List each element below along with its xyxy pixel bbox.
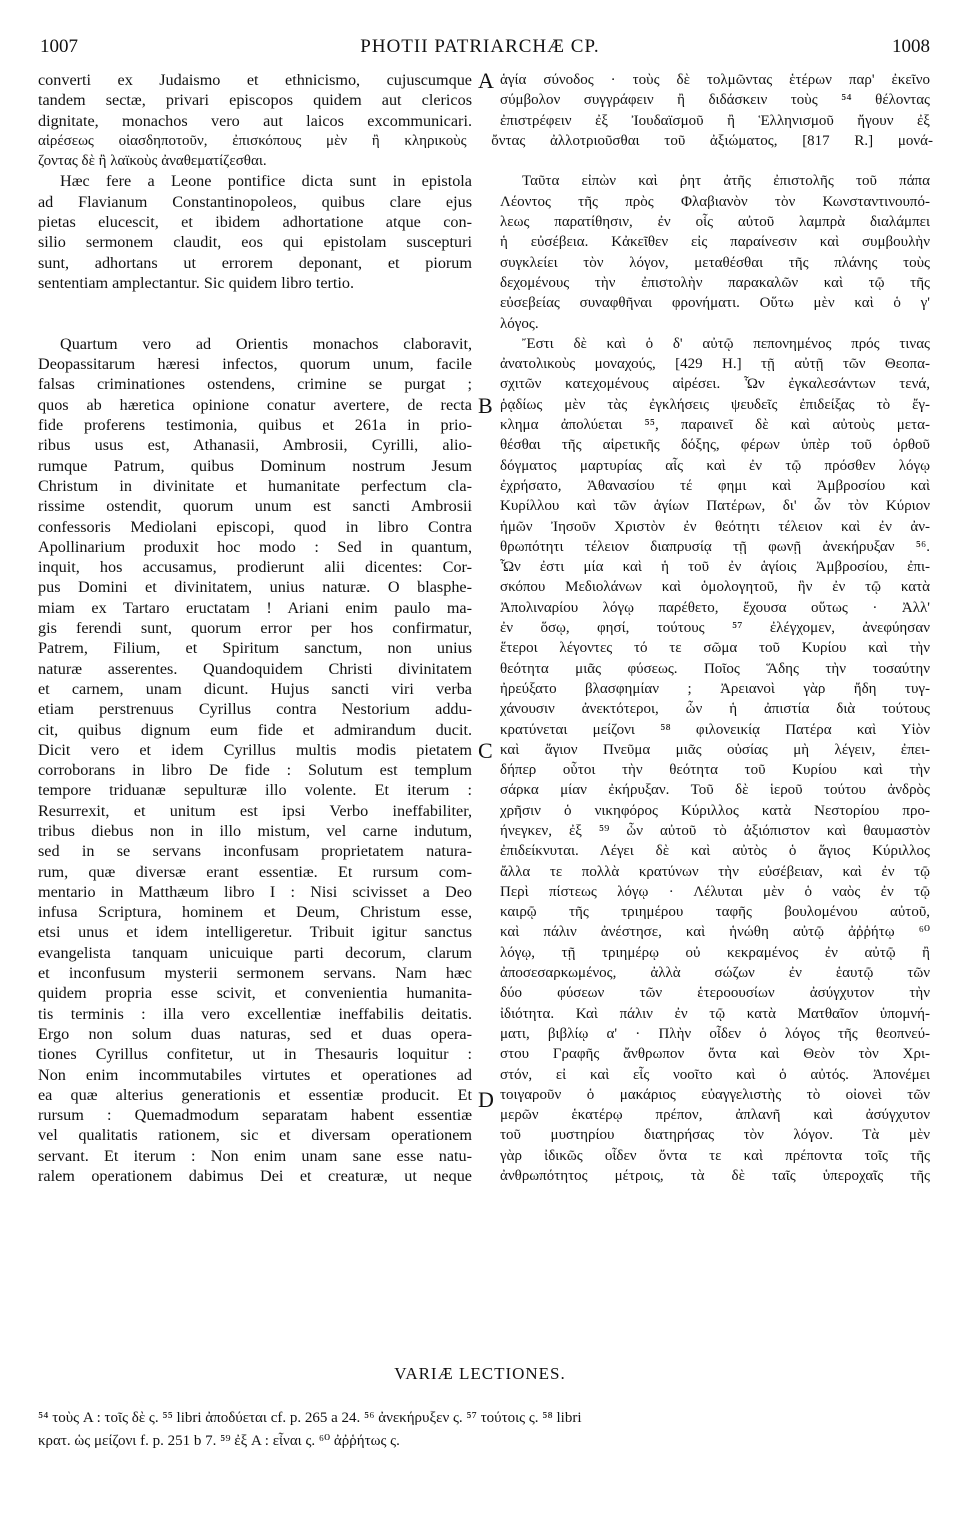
latin-line: ea quæ alterius generationis et essentiæ producit. Et xyxy=(38,1085,472,1104)
greek-line: ἡ εὐσέβεια. Κἀκεῖθεν εἰς παραίνεσιν καὶ συμβουλὴν xyxy=(500,234,930,251)
greek-line: θρωπότητι τέλειον διαπρυσίᾳ τῇ φωνῇ ἀνεκήρυξαν ⁵⁶. xyxy=(500,538,930,555)
greek-line: σάρκα μίαν ἐκήρυξαν. Τοῦ δὲ ἱεροῦ τούτου ἀνδρὸς xyxy=(500,782,930,799)
greek-line: ἀποσεσαρκωμένος, ἀλλὰ σώζων ἐν ἑαυτῷ τῶν xyxy=(500,965,930,982)
greek-line: ἀνθρωπότητος μέτροις, τὰ δὲ ταῖς ὑπεροχαῖς τῆς xyxy=(500,1168,930,1185)
greek-line: λόγῳ, τῇ τριημέρῳ οὐ κεκραμένος ἐν αὐτῷ ἢ xyxy=(500,944,930,961)
latin-line: rursum : Quemadmodum separatam habent essentiæ xyxy=(38,1106,472,1125)
latin-line: Apollinarium produxit hoc modo : Sed in quantum, xyxy=(38,537,472,556)
greek-line: Ἀπολιναρίου λόγῳ παρέθετο, ἔχουσα οὕτως · Ἀλλ' xyxy=(500,599,930,616)
latin-line: tribus diebus non in illo mistum, vel carne indutum, xyxy=(38,821,472,840)
greek-line: ἐν ὅσῳ, φησί, τούτους ⁵⁷ ἐλέγχομεν, ἀνεφύησαν xyxy=(500,620,930,637)
latin-line: ralem operationem dabimus Dei et creaturæ, ut neque xyxy=(38,1167,472,1186)
greek-line: ματι, βιβλίῳ α' · Πλὴν οἶδεν ὁ λόγος τῆς θεοπνεύ- xyxy=(500,1025,930,1042)
greek-line: δεχομένους τὴν ἐπιστολὴν παρακαλῶν καὶ τῷ τῆς xyxy=(500,274,930,291)
latin-line: etsi unus et idem intelligeretur. Tribuit igitur sanctus xyxy=(38,923,472,942)
greek-line: Κυρίλλου καὶ τῶν ἁγίων Πατέρων, δι' ὧν τὸν Κύριον xyxy=(500,498,930,515)
greek-line: ῥᾳδίως μὲν τὰς ἐγκλήσεις ψευδεῖς ἐπιδείξας τὸ ἔγ- xyxy=(500,396,930,413)
greek-line: ἡμῶν Ἰησοῦν Χριστὸν ἐν θεότητι τέλειον καὶ ἐν ἀν- xyxy=(500,518,930,535)
latin-line: quos ab hæretica opinione conatur avertere, de recta xyxy=(38,395,472,414)
greek-line: δόγματος μαρτυρίας αἷς καὶ ἐν τῷ πρόσθεν λόγῳ xyxy=(500,457,930,474)
latin-line: gis ferendi sunt, quorum error per hos confirmatur, xyxy=(38,619,472,638)
latin-main-text xyxy=(38,171,472,1186)
margin-marker-c: C xyxy=(478,738,493,763)
latin-line: rumque Patrum, quibus Dominum nostrum Jesum xyxy=(38,456,472,475)
greek-line: ἄλλα τε πολλὰ κρατύνων τὴν εὐσέβειαν, καὶ ἐν τῷ xyxy=(500,863,930,880)
latin-line: Resurrexit, et unitum est ipsi Verbo ineffabiliter, xyxy=(38,801,472,820)
greek-line: ήνεγκεν, ἐξ ⁵⁹ ὧν αὐτοῦ τὸ ἀξιόπιστον καὶ θαυμαστὸν xyxy=(500,822,930,839)
latin-line: cit, quibus dignum eum fide et admirandum ducit. xyxy=(38,720,472,739)
latin-line: inquit, hos accusamus, prodierunt alii dicentes: Cor- xyxy=(38,558,472,577)
latin-line: confessoris Mediolani episcopi, quod in libro Contra xyxy=(38,517,472,536)
spanning-greek-line: αἱρέσεως οἱασδηποτοῦν, ἐπισκόπους μὲν ἢ κληρικοὺς ὄντας ἀλλοτριοῦσθαι τοῦ ἀξιώματος, [817 R.] μονά- xyxy=(38,132,933,149)
latin-line: ribus usus est, Athanasii, Ambrosii, Cyrilli, alio- xyxy=(38,436,472,455)
margin-marker-d: D xyxy=(478,1087,494,1112)
greek-line: ἰδιότητα. Καὶ πάλιν ἐν τῷ κατὰ Ματθαῖον ὑπομνή- xyxy=(500,1005,930,1022)
greek-line: σύμβολον συγγράφειν ἢ διδάσκειν τοὺς ⁵⁴ θέλοντας xyxy=(500,92,930,109)
latin-line: sententiam amplectantur. Sic quidem libro tertio. xyxy=(38,273,355,292)
greek-line: θέσθαι τῆς αἱρετικῆς δόξης, φέρων ὑπὲρ τοῦ ὀρθοῦ xyxy=(500,437,930,454)
latin-line: ad Flavianum Constantinopoleos, quibus clare ejus xyxy=(38,192,472,211)
latin-line: et carnem, unam dicunt. Hujus sancti viri verba xyxy=(38,679,472,698)
latin-line: converti ex Judaismo et ethnicismo, cujuscumque xyxy=(38,71,472,89)
latin-line: Ergo non solum duas naturas, sed et duas opera- xyxy=(38,1024,472,1043)
greek-line: γὰρ ἰδικῶς οἶδεν ὄντα τε καὶ πρέποντα τοῖς τῆς xyxy=(500,1147,930,1164)
greek-line: μερῶν ἑκατέρῳ πρέπον, ἀπλανῆ καὶ ἀσύγχυτον xyxy=(500,1107,930,1124)
greek-line: τοιγαροῦν ὁ μακάριος εὐαγγελιστὴς τὸ οἰονεὶ τῶν xyxy=(500,1086,930,1103)
latin-line: evangelista tanquam unicuique parti decorum, clarum xyxy=(38,943,472,962)
latin-line: fide proferens testimonia, quibus et 261a in prio- xyxy=(38,416,472,435)
greek-line: συγκλείει τὸν λόγον, μεταθέσθαι τῆς πλάνης τοὺς xyxy=(500,254,930,271)
greek-line: χρῆσιν ὁ νικηφόρος Κύριλλος κατὰ Νεστορίου προ- xyxy=(500,802,930,819)
greek-line: σχιτῶν κατεχομένους αἱρέσει. Ὧν ἐγκαλεσάντων τενά, xyxy=(500,376,930,393)
greek-line: στόν, εἰ καὶ εἷς νοοῖτο καὶ ὁ αὐτός. Ἀπονέμει xyxy=(500,1066,930,1083)
greek-line: κρατύνεται μείζονι ⁵⁸ φιλονεικίᾳ Πατέρα καὶ Υἱὸν xyxy=(500,721,930,738)
latin-line: infusa Scriptura, hominem et Deum, Christum esse, xyxy=(38,903,472,922)
greek-line: ἐπιδείκνυται. Λέγει δὲ καὶ αὐτὸς ὁ ἅγιος Κύριλλος xyxy=(500,843,930,860)
greek-line: Ἔστι δὲ καὶ ὁ δ' αὐτῷ πεπονημένος πρός τινας xyxy=(522,335,930,352)
page-header xyxy=(0,36,960,60)
greek-line: Ταῦτα εἰπὼν καὶ ῥητ ἀτῆς ἐπιστολῆς τοῦ πάπα xyxy=(522,173,930,190)
latin-line: tempore triduanæ sepulturæ illo volente. Et iterum : xyxy=(38,781,472,800)
greek-line: δήπερ οὗτοι τὴν θεότητα τοῦ Κυρίου καὶ τὴν xyxy=(500,762,930,779)
variae-lectiones-title: VARIÆ LECTIONES. xyxy=(394,1364,566,1383)
latin-line: falsas criminationes ostendens, crimine se purgat ; xyxy=(38,375,472,394)
greek-line: Λέοντος τῆς πρὸς Φλαβιανὸν τὸν Κωνσταντινουπό- xyxy=(500,193,930,210)
greek-line: Ὧν ἐστι μία καὶ ἡ τοῦ ἐν ἁγίοις Ἀμβροσίου, ἐπι- xyxy=(500,559,930,576)
greek-line: ἕτεροι λέγοντες τό τε σῶμα τοῦ Κυρίου καὶ τὴν xyxy=(500,640,930,657)
running-title: PHOTII PATRIARCHÆ CP. xyxy=(360,36,600,57)
latin-line: et inconfusum mysterii sermonem servans. Nam hæc xyxy=(38,964,472,983)
greek-line: σκόπου Μεδιολάνων καὶ ὁμολογητοῦ, ἣν ἐν τῷ κατὰ xyxy=(500,579,930,596)
greek-line: τοῦ μυστηρίου διατηρήσας τὸν λόγον. Τὰ μὲν xyxy=(500,1127,930,1144)
latin-line: rum, quæ diversæ erant essentiæ. Et rursum com- xyxy=(38,862,472,881)
latin-line: Dicit vero et idem Cyrillus multis modis pietatem xyxy=(38,740,472,759)
greek-line: χάνουσιν ἀνεκτότεροι, ὧν ἡ ἀπιστία διὰ τούτους xyxy=(500,701,930,718)
greek-line: ἠρεύξατο βλασφημίαν ; Ἀρειανοὶ γὰρ ἤδη τυγ- xyxy=(500,680,930,697)
latin-line: naturæ asserentes. Quandoquidem Christi divinitatem xyxy=(38,659,472,678)
page-number-right: 1008 xyxy=(892,36,930,57)
latin-line: pus Domini et divinitatem, unius naturæ. O blasphe- xyxy=(38,578,472,597)
greek-line: ζοντας δὲ ἢ λαϊκοὺς ἀναθεματίζεσθαι. xyxy=(38,153,267,170)
latin-line: Hæc fere a Leone pontifice dicta sunt in epistola xyxy=(60,172,472,191)
greek-line: ἐπιστρέφειν ἐξ Ἰουδαϊσμοῦ ἢ Ἑλληνισμοῦ ἤγουν ἐξ xyxy=(500,112,930,129)
latin-line: Quartum vero ad Orientis monachos claboravit, xyxy=(60,334,472,353)
greek-main-text xyxy=(500,171,930,1186)
latin-line: pietas elucescit, et ibidem adhortatione atque con- xyxy=(38,213,472,232)
latin-line: Patrem, Filium, et Spiritum sanctum, non unius xyxy=(38,639,472,658)
latin-line: tiones Cyrillus confitetur, ut in Thesauris loquitur : xyxy=(38,1045,472,1064)
greek-line: ἀνατολικοὺς μοναχούς, [429 H.] τῇ αὐτῇ τῶν Θεοπα- xyxy=(500,356,930,373)
latin-line: Christum in divinitate et humanitate perfectum cla- xyxy=(38,476,472,495)
greek-line: δύο φύσεων τῶν ἑτεροουσίων ἀσύγχυτον τὴν xyxy=(500,985,930,1002)
greek-line: καὶ πάλιν ἀνέστησε, καὶ ἡνώθη αὐτῷ ἀῤῥήτῳ ⁶⁰ xyxy=(500,924,930,941)
margin-marker-a: A xyxy=(478,68,494,93)
greek-line: καὶ ἅγιον Πνεῦμα μιᾶς οὐσίας μὴ λέγειν, ἐπει- xyxy=(500,741,930,758)
greek-line: Περὶ πίστεως λόγῳ · Λέλυται μὲν ὁ ναὸς ἐν τῷ xyxy=(500,883,930,900)
latin-line: quidem propria esse scivit, et convenientia humanita- xyxy=(38,984,472,1003)
greek-line: ἁγία σύνοδος · τοὺς δὲ τολμῶντας ἑτέρων παρ' ἐκεῖνο xyxy=(500,72,930,88)
greek-line: στου Γραφῆς ἄνθρωπον ὄντα καὶ Θεὸν τὸν Χρι- xyxy=(500,1046,930,1063)
latin-line: etiam perstrenuus Cyrillus contra Nestorium addu- xyxy=(38,700,472,719)
variae-line: ⁵⁴ τοὺς A : τοῖς δὲ ς. ⁵⁵ libri ἀποδύεται cf. p. 265 a 24. ⁵⁶ ἀνεκήρυξεν ς. ⁵⁷ τούτοις ς. ⁵⁸ libri xyxy=(38,1410,582,1426)
latin-line: silio sermonem claudit, eos qui epistolam suscepturi xyxy=(38,233,472,252)
latin-line: servant. Et iterum : Non enim unam sane esse natu- xyxy=(38,1146,472,1165)
latin-line: Non enim incommutabiles virtutes et operationes ad xyxy=(38,1065,472,1084)
margin-marker-b: B xyxy=(478,393,493,418)
latin-line: sed in se servans inconfusam proprietatem natura- xyxy=(38,842,472,861)
greek-line: λεως παρατίθησιν, ἐν οἷς αὐτοῦ λαμπρὰ διαλάμπει xyxy=(500,214,930,231)
latin-line: miam ex Tartaro eructatam ! Ariani enim paulo ma- xyxy=(38,598,472,617)
latin-line: Deopassitarum hæresi infectos, quorum unum, facile xyxy=(38,355,472,374)
greek-line: κλημα ἀπολύεται ⁵⁵, παραινεῖ δὲ καὶ αὐτοὺς μετα- xyxy=(500,417,930,434)
latin-line: dignitate, monachos vero aut laicos excommunicari. xyxy=(38,111,472,130)
latin-line: sunt, adhortans ut errorem deponant, et piorum xyxy=(38,253,472,272)
page-number-left: 1007 xyxy=(40,36,78,57)
greek-line: καιρῷ τῆς τριημέρου ταφῆς βουλομένου αὐτοῦ, xyxy=(500,904,930,921)
greek-line: λόγος. xyxy=(500,315,539,332)
latin-line: vel qualitatis rationem, sic et diversam operationem xyxy=(38,1126,472,1145)
latin-line: rissime ostendit, quorum unum est sancti Ambrosii xyxy=(38,497,472,516)
greek-line: εὐσεβείας συναφθῆναι φρονήματι. Οὕτω μὲν καὶ ὁ γ' xyxy=(500,295,930,312)
latin-line: corroborans in libro De fide : Solutum est templum xyxy=(38,761,472,780)
latin-line: tandem sectæ, privari episcopos quidem aut clericos xyxy=(38,91,472,110)
greek-line: ἐχρήσατο, Ἀθανασίου τέ φημι καὶ Ἀμβροσίου καὶ xyxy=(500,477,930,494)
latin-line: mentario in Matthæum libro I : Nisi scivisset a Deo xyxy=(38,882,472,901)
greek-line: θεότητα μιᾶς φύσεως. Ποῖος Ἅδης τὴν τοσαύτην xyxy=(500,660,930,677)
variae-line: κρατ. ὡς μείζονι f. p. 251 b 7. ⁵⁹ ἐξ A : εἶναι ς. ⁶⁰ ἀῤῥήτως ς. xyxy=(38,1433,400,1449)
latin-line: tis terminis : illa vero excellentiæ ineffabilis deitatis. xyxy=(38,1004,472,1023)
greek-column xyxy=(500,70,930,1186)
